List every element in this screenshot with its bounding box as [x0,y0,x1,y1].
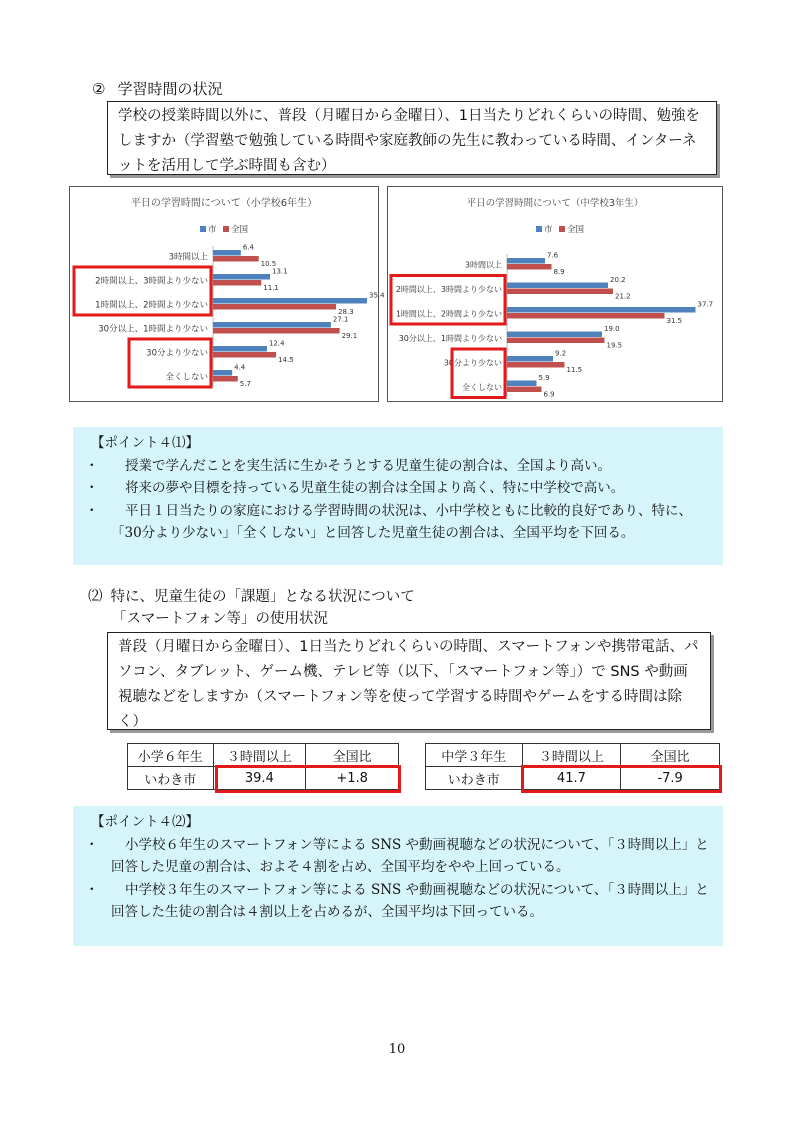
bar-national [507,289,613,295]
bar-national [213,328,340,334]
chart-title: 平日の学習時間について（中学校3年生） [466,198,644,209]
bar-national [213,256,259,262]
bar-national [507,362,565,368]
point-title: 【ポイント４⑵】 [91,814,199,830]
table-header: 小学６年生 [128,744,214,767]
chart-elementary [69,186,385,402]
data-label: 20.2 [610,276,626,284]
category-label: 2時間以上、3時間より少ない [95,276,208,287]
data-label: 12.4 [268,339,285,348]
table-header: 全国比 [306,744,399,767]
section-b-heading [88,586,415,608]
category-label: 30分以上、1時間より少ない [98,324,208,335]
legend-label: 市 [544,225,553,235]
data-label: 29.1 [341,332,358,340]
bar-city [507,258,545,264]
table-cell: -7.9 [621,767,720,790]
category-label: 30分より少ない [443,358,502,368]
question-text: 普段（月曜日から金曜日）、1日当たりどれくらいの時間、スマートフォンや携帯電話、パソコン、タブレット、ゲーム機、テレビ等（以下、「スマートフォン等」）で SNS や動画視聴などをしますか（スマートフォン等を使って学習する時間やゲームをする時間は除く） [118,639,699,730]
bar-city [507,332,602,338]
category-label: 1時間以上、2時間より少ない [95,300,208,311]
bar-national [213,304,336,310]
category-label: 3時間以上 [168,252,208,263]
point-bullet: ・ 小学校６年生のスマートフォン等による SNS や動画視聴などの状況について、「３時間以上」と回答した児童の割合は、およそ４割を占め、全国平均をやや上回っている。 [85,834,711,879]
chart-junior-high [387,186,723,402]
bar-national [507,338,605,344]
data-label: 28.3 [338,308,354,316]
section-number: ② [92,80,106,98]
category-label: 1時間以上、2時間より少ない [395,309,502,319]
table-header: ３時間以上 [522,744,621,767]
category-label: 3時間以上 [464,260,502,270]
data-label: 14.5 [278,356,294,364]
data-label: 11.5 [566,366,583,374]
data-label: 9.2 [555,349,567,358]
point-bullet: ・ 平日１日当たりの家庭における学習時間の状況は、小中学校ともに比較的良好であり、特に、「30分より少ない」「全くしない」と回答した児童生徒の割合は、全国平均を下回る。 [85,500,711,545]
data-label: 35.4 [368,291,385,300]
bar-city [507,381,537,387]
question-box-smartphone [107,632,711,730]
chart-title: 平日の学習時間について（小学校6年生） [130,198,318,209]
data-label: 37.7 [697,300,714,309]
bar-city [213,250,241,256]
section-b-number: ⑵ [88,589,103,605]
legend-swatch-national [223,226,229,232]
table-cell: 39.4 [213,767,306,790]
bar-city [213,322,331,328]
legend-swatch-city [536,226,542,232]
section-title: 学習時間の状況 [117,80,223,98]
category-label: 30分より少ない [146,348,208,359]
highlight-box [215,765,401,793]
chart-elementary-svg [70,187,385,401]
question-text: 学校の授業時間以外に、普段（月曜日から金曜日）、1日当たりどれくらいの時間、勉強をしますか（学習塾で勉強している時間や家庭教師の先生に教わっている時間、インターネットを活用して学ぶ時間も含む） [118,108,700,174]
section-b-subtitle: 「スマートフォン等」の使用状況 [112,611,329,627]
bar-city [213,370,232,376]
table-cell: 41.7 [522,767,621,790]
point-bullet: ・ 将来の夢や目標を持っている児童生徒の割合は全国より高く、特に中学校で高い。 [85,477,711,500]
table-header: ３時間以上 [213,744,306,767]
data-label: 13.1 [271,267,288,276]
section-heading [92,78,222,99]
category-label: 全くしない [462,383,502,392]
data-label: 8.9 [553,268,565,276]
table-cell: いわき市 [128,767,214,790]
bar-national [507,264,552,270]
point-box-1 [73,427,723,565]
bar-national [213,280,261,286]
bar-city [213,346,267,352]
bar-city [507,356,553,362]
point-box-2 [73,806,723,946]
table-cell: いわき市 [426,767,523,790]
bar-city [507,307,696,313]
question-box [107,101,717,175]
category-label: 全くしない [165,372,208,383]
highlight-box [521,765,722,793]
bar-city [213,298,367,304]
table-header: 全国比 [621,744,720,767]
data-label: 19.0 [604,325,620,333]
data-label: 21.2 [615,292,631,301]
chart-junior-high-svg [388,187,722,401]
data-label: 11.1 [263,284,279,292]
legend-label: 市 [208,225,217,235]
point-bullet: ・ 授業で学んだことを実生活に生かそうとする児童生徒の割合は、全国より高い。 [85,455,711,478]
legend-label: 全国 [231,225,249,235]
data-label: 7.6 [547,251,559,260]
bar-national [507,387,542,393]
data-label: 6.4 [242,243,254,252]
point-bullet: ・ 中学校３年生のスマートフォン等による SNS や動画視聴などの状況について、「３時間以上」と回答した生徒の割合は４割以上を占めるが、全国平均は下回っている。 [85,879,711,924]
data-label: 31.5 [666,317,683,325]
table-cell: +1.8 [306,767,399,790]
data-label: 10.5 [260,260,277,268]
page-number: 10 [388,1042,406,1057]
legend-label: 全国 [567,225,585,235]
table-header: 中学３年生 [426,744,523,767]
category-label: 30分以上、1時間より少ない [398,334,502,343]
data-label: 19.5 [606,341,623,350]
legend-swatch-city [200,226,206,232]
section-b-title: 特に、児童生徒の「課題」となる状況について [110,589,415,605]
bar-city [213,274,270,280]
bar-city [507,283,608,289]
data-label: 5.9 [538,374,550,382]
data-label: 5.7 [239,380,251,388]
category-label: 2時間以上、3時間より少ない [395,285,502,294]
bar-national [213,352,276,358]
legend-swatch-national [559,226,565,232]
data-label: 27.1 [332,315,349,324]
bar-national [507,313,665,319]
bar-national [213,376,238,382]
point-title: 【ポイント４⑴】 [91,435,199,451]
data-label: 4.4 [234,363,246,372]
data-label: 6.9 [543,390,555,399]
